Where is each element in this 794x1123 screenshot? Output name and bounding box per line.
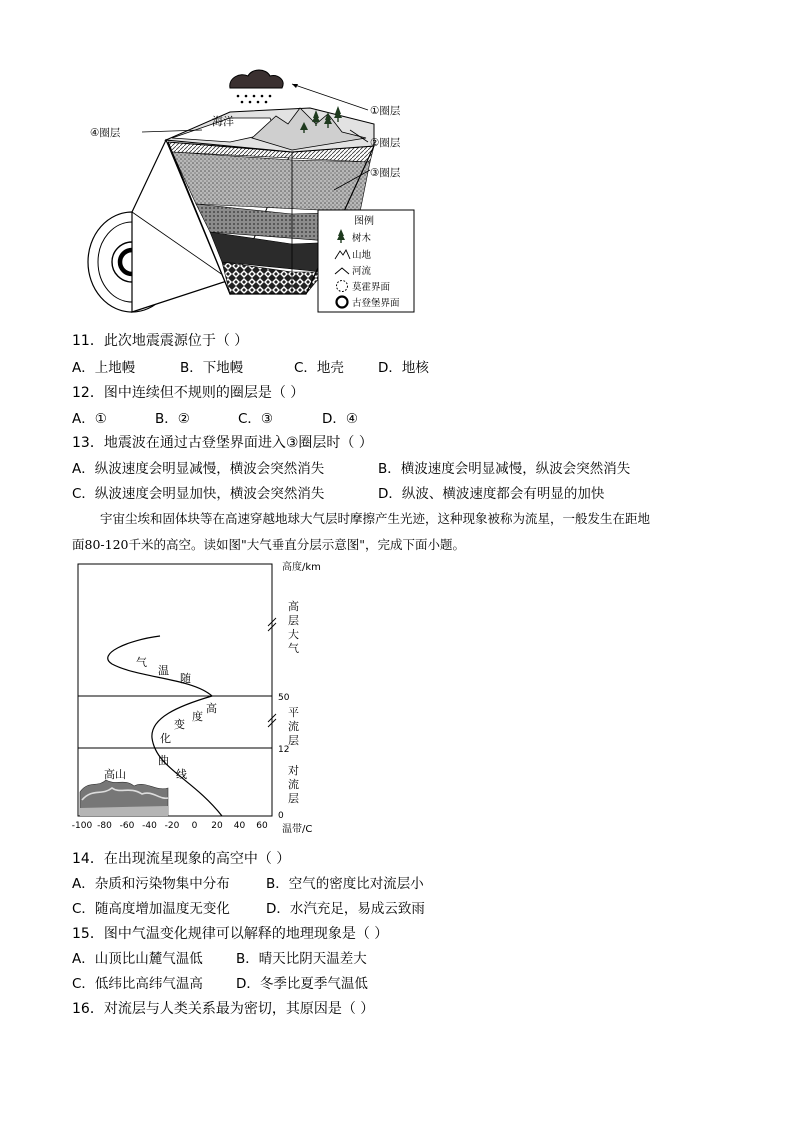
x-tick: -60 bbox=[119, 821, 135, 831]
option-b[interactable]: B．横波速度会明显减慢，纵波会突然消失 bbox=[378, 461, 631, 477]
svg-text:层: 层 bbox=[288, 614, 299, 627]
svg-text:平: 平 bbox=[288, 706, 299, 719]
question-13-stem: 13．地震波在通过古登堡界面进入③圈层时（ ） bbox=[72, 435, 373, 451]
curve-label-char: 度 bbox=[192, 710, 203, 723]
option-b[interactable]: B．② bbox=[155, 411, 190, 427]
x-axis-ticks bbox=[72, 821, 268, 831]
y-tick: 50 bbox=[278, 693, 290, 703]
svg-text:层: 层 bbox=[288, 734, 299, 747]
legend-label: 树木 bbox=[352, 233, 372, 244]
y-tick: 12 bbox=[278, 745, 290, 755]
passage-line-1: 宇宙尘埃和固体块等在高速穿越地球大气层时摩擦产生光迹，这种现象被称为流星，一般发生在距地 bbox=[100, 511, 651, 526]
option-a[interactable]: A．① bbox=[72, 411, 107, 427]
curve-label-char: 高 bbox=[206, 702, 217, 715]
option-c[interactable]: C．随高度增加温度无变化 bbox=[72, 901, 230, 917]
option-c[interactable]: C．③ bbox=[238, 411, 274, 427]
svg-text:大: 大 bbox=[288, 628, 299, 641]
legend-label: 古登堡界面 bbox=[352, 298, 400, 309]
svg-text:气: 气 bbox=[288, 642, 299, 655]
curve-label-char: 变 bbox=[174, 718, 185, 731]
curve-label-char: 气 bbox=[136, 656, 147, 669]
option-a[interactable]: A．山顶比山麓气温低 bbox=[72, 951, 203, 967]
legend-label: 莫霍界面 bbox=[352, 282, 391, 293]
cloud-icon bbox=[230, 70, 283, 103]
option-d[interactable]: D．地核 bbox=[378, 360, 429, 376]
option-c[interactable]: C．地壳 bbox=[294, 360, 344, 376]
option-b[interactable]: B．下地幔 bbox=[180, 360, 244, 376]
svg-text:高: 高 bbox=[288, 600, 299, 613]
atmosphere-layers-chart bbox=[68, 556, 368, 838]
layer-label-tropo bbox=[288, 763, 299, 805]
curve-label-char: 温 bbox=[158, 664, 169, 677]
x-tick: -40 bbox=[142, 821, 157, 831]
x-axis-title: 温带/C bbox=[282, 824, 313, 835]
curve-label-char: 曲 bbox=[158, 754, 169, 767]
option-a[interactable]: A．上地幔 bbox=[72, 360, 136, 376]
option-b[interactable]: B．晴天比阴天温差大 bbox=[236, 951, 367, 967]
option-d[interactable]: D．冬季比夏季气温低 bbox=[236, 976, 368, 992]
question-16-stem: 16．对流层与人类关系最为密切，其原因是（ ） bbox=[72, 1001, 375, 1017]
x-tick: 60 bbox=[256, 821, 268, 831]
passage-line-2: 面80-120千米的高空。读如图"大气垂直分层示意图"，完成下面小题。 bbox=[72, 537, 465, 552]
svg-text:流: 流 bbox=[288, 720, 299, 733]
svg-text:对: 对 bbox=[288, 764, 299, 777]
curve-label-char: 化 bbox=[160, 732, 171, 745]
option-d[interactable]: D．④ bbox=[322, 411, 358, 427]
layer1-label: ①圈层 bbox=[370, 105, 401, 117]
legend-label: 河流 bbox=[352, 266, 372, 277]
layer-label-upper bbox=[288, 599, 299, 655]
x-tick: 0 bbox=[191, 821, 198, 831]
option-d[interactable]: D．纵波、横波速度都会有明显的加快 bbox=[378, 486, 605, 502]
legend-title: 图例 bbox=[354, 216, 374, 227]
legend-label: 山地 bbox=[352, 250, 372, 261]
svg-text:流: 流 bbox=[288, 778, 299, 791]
option-a[interactable]: A．杂质和污染物集中分布 bbox=[72, 876, 230, 892]
y-axis-title: 高度/km bbox=[282, 562, 321, 573]
option-c[interactable]: C．纵波速度会明显加快，横波会突然消失 bbox=[72, 486, 325, 502]
y-tick: 0 bbox=[278, 811, 284, 821]
x-tick: -20 bbox=[164, 821, 180, 831]
option-b[interactable]: B．空气的密度比对流层小 bbox=[266, 876, 424, 892]
x-tick: 40 bbox=[233, 821, 246, 831]
layer2-label: ②圈层 bbox=[370, 137, 401, 149]
mountain-label: 高山 bbox=[104, 768, 126, 781]
curve-label-char: 随 bbox=[180, 672, 191, 685]
svg-text:层: 层 bbox=[288, 792, 299, 805]
question-11-stem: 11．此次地震震源位于（ ） bbox=[72, 333, 249, 349]
earth-layers-diagram bbox=[80, 62, 440, 320]
question-15-stem: 15．图中气温变化规律可以解释的地理现象是（ ） bbox=[72, 926, 389, 942]
ocean-label: 海洋 bbox=[212, 115, 234, 128]
x-tick: -100 bbox=[71, 821, 93, 831]
question-14-stem: 14．在出现流星现象的高空中（ ） bbox=[72, 851, 291, 867]
option-c[interactable]: C．低纬比高纬气温高 bbox=[72, 976, 203, 992]
question-12-stem: 12．图中连续但不规则的圈层是（ ） bbox=[72, 385, 305, 401]
layer3-label: ③圈层 bbox=[370, 167, 401, 179]
x-tick: -80 bbox=[97, 821, 112, 831]
layer-label-strato bbox=[288, 706, 299, 747]
layer4-label: ④圈层 bbox=[90, 127, 121, 139]
x-tick: 20 bbox=[211, 821, 223, 831]
legend bbox=[318, 210, 414, 312]
curve-label-char: 线 bbox=[176, 768, 187, 781]
option-d[interactable]: D．水汽充足，易成云致雨 bbox=[266, 901, 425, 917]
option-a[interactable]: A．纵波速度会明显减慢，横波会突然消失 bbox=[72, 461, 325, 477]
